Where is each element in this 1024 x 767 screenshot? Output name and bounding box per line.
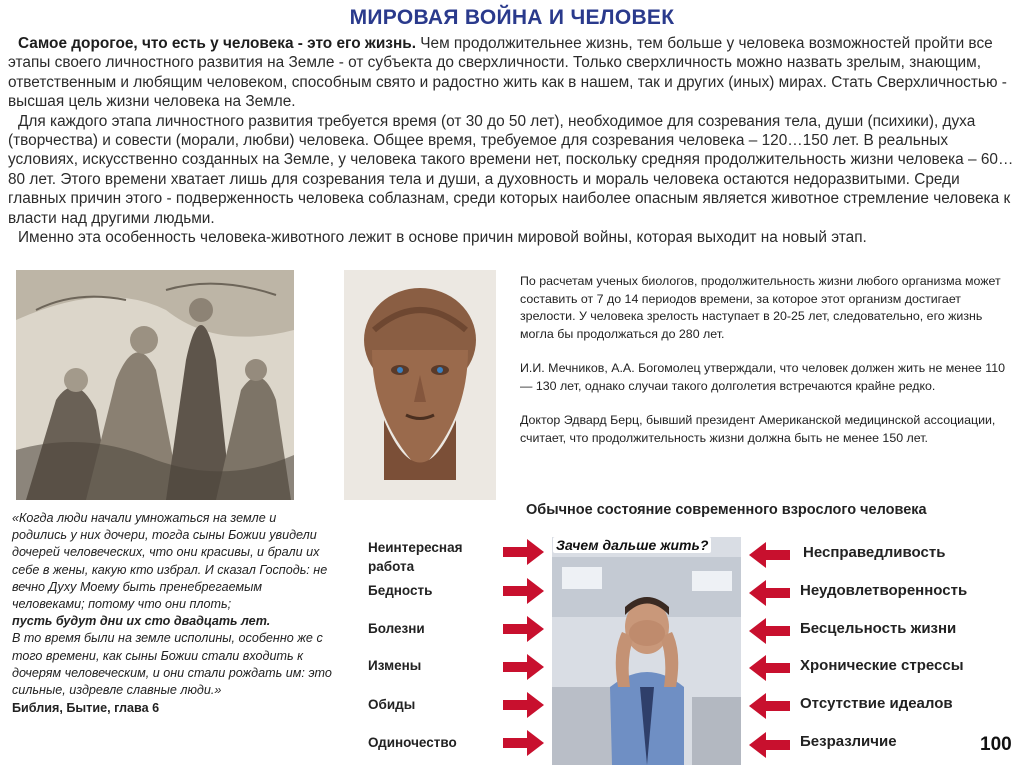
arrow-right-icon [503, 615, 545, 643]
left-label-betrayal: Измены [368, 658, 422, 673]
arrow-right-icon [503, 691, 545, 719]
arrow-right-icon [503, 729, 545, 757]
left-label-boring-work: Неинтересная работа [368, 540, 463, 574]
intro-paragraph-1-rest: Чем продолжительнее жизнь, тем больше у человека возможностей пройти все этапы своего личностного развития на Земле - от субъекта до сверхличности. Только сверхличность можно назвать зрелым, знающим, ответственным и любящим человеком, способным свято и радостно жить как в нашем, так и других (иных) мирах. Стать Сверхличностью - высшая цель жизни человека на Земле. [8, 35, 1007, 111]
arrow-left-icon [748, 654, 790, 682]
intro-lead: Самое дорогое, что есть у человека - это его жизнь. [18, 35, 416, 52]
left-label-offense: Обиды [368, 697, 416, 712]
right-label-injustice: Несправедливость [803, 544, 946, 561]
left-label-poverty: Бедность [368, 583, 433, 598]
longevity-facts [520, 273, 1016, 464]
arrow-left-icon [748, 731, 790, 759]
bible-quote [12, 510, 332, 717]
stressed-man-photo [552, 537, 741, 765]
page-number: 100 [980, 734, 1012, 755]
intro-paragraph-1 [8, 34, 1014, 112]
thought-bubble: Зачем дальше жить? [553, 537, 711, 553]
quote-part-1: «Когда люди начали умножаться на земле и родились у них дочери, тогда сыны Божии увидели дочерей человеческих, что они красивы, и брали их себе в жены, какую кто избрал. И сказал Господь: не вечно Духу Моему быть пренебрегаемым человеками; потому что они плоть; [12, 511, 328, 612]
right-label-chronic-stress: Хронические стрессы [800, 657, 964, 674]
arrow-left-icon [748, 692, 790, 720]
engraving-image [16, 270, 294, 500]
fact-biologists: По расчетам ученых биологов, продолжительность жизни любого организма может составить от 7 до 14 периодов времени, за которое этот организм достигает зрелости. У человека зрелость наступает в 20-25 лет, следовательно, его жизнь могла бы продолжаться до 280 лет. [520, 274, 1001, 341]
page-title: МИРОВАЯ ВОЙНА И ЧЕЛОВЕК [349, 6, 675, 29]
arrow-right-icon [503, 577, 545, 605]
state-title: Обычное состояние современного взрослого человека [526, 502, 927, 518]
bust-illustration [344, 270, 496, 500]
arrow-right-icon [503, 538, 545, 566]
bust-image [344, 270, 496, 500]
intro-paragraph-2: Для каждого этапа личностного развития требуется время (от 30 до 50 лет), необходимое для созревания тела, души (психики), духа (творчества) и совести (морали, любви) человека. Общее время, требуемое для созревания человека – 120…150 лет. В реальных условиях, искусственно созданных на Земле, у человека такого времени нет, поскольку средняя продолжительность жизни человека – 60…80 лет. Этого времени хватает лишь для созревания тела и души, а духовность и мораль человека остаются недоразвитыми. Среди главных причин этого - подверженность человека соблазнам, среди которых наиболее опасным является животное стремление человека к власти над другими людьми. [8, 112, 1014, 227]
quote-highlight: пусть будут дни их сто двадцать лет. [12, 614, 271, 629]
intro-text [8, 34, 1014, 247]
fact-berts: Доктор Эдвард Берц, бывший президент Американской медицинской ассоциации, считает, что продолжительность жизни должна быть не менее 150 лет. [520, 413, 996, 445]
left-label-loneliness: Одиночество [368, 735, 457, 750]
arrow-right-icon [503, 653, 545, 681]
right-label-indifference: Безразличие [800, 733, 897, 750]
stressed-man-illustration [552, 537, 741, 765]
intro-paragraph-3: Именно эта особенность человека-животного лежит в основе причин мировой войны, которая выходит на новый этап. [18, 229, 867, 247]
left-label-illness: Болезни [368, 621, 425, 636]
quote-part-2: В то время были на земле исполины, особенно же с того времени, как сыны Божии стали входить к дочерям человеческим, и они стали рождать им: это сильные, издревле славные люди.» [12, 631, 332, 698]
arrow-left-icon [748, 541, 790, 569]
arrow-left-icon [748, 579, 790, 607]
engraving-illustration [16, 270, 294, 500]
arrow-left-icon [748, 617, 790, 645]
fact-mechnikov: И.И. Мечников, А.А. Богомолец утверждали, что человек должен жить не менее 110 — 130 лет, однако случаи такого долголетия встречаются крайне редко. [520, 361, 1006, 393]
right-label-dissatisfaction: Неудовлетворенность [800, 582, 968, 599]
quote-source: Библия, Бытие, глава 6 [12, 701, 160, 716]
right-label-aimlessness: Бесцельность жизни [800, 620, 957, 637]
right-label-no-ideals: Отсутствие идеалов [800, 695, 953, 712]
